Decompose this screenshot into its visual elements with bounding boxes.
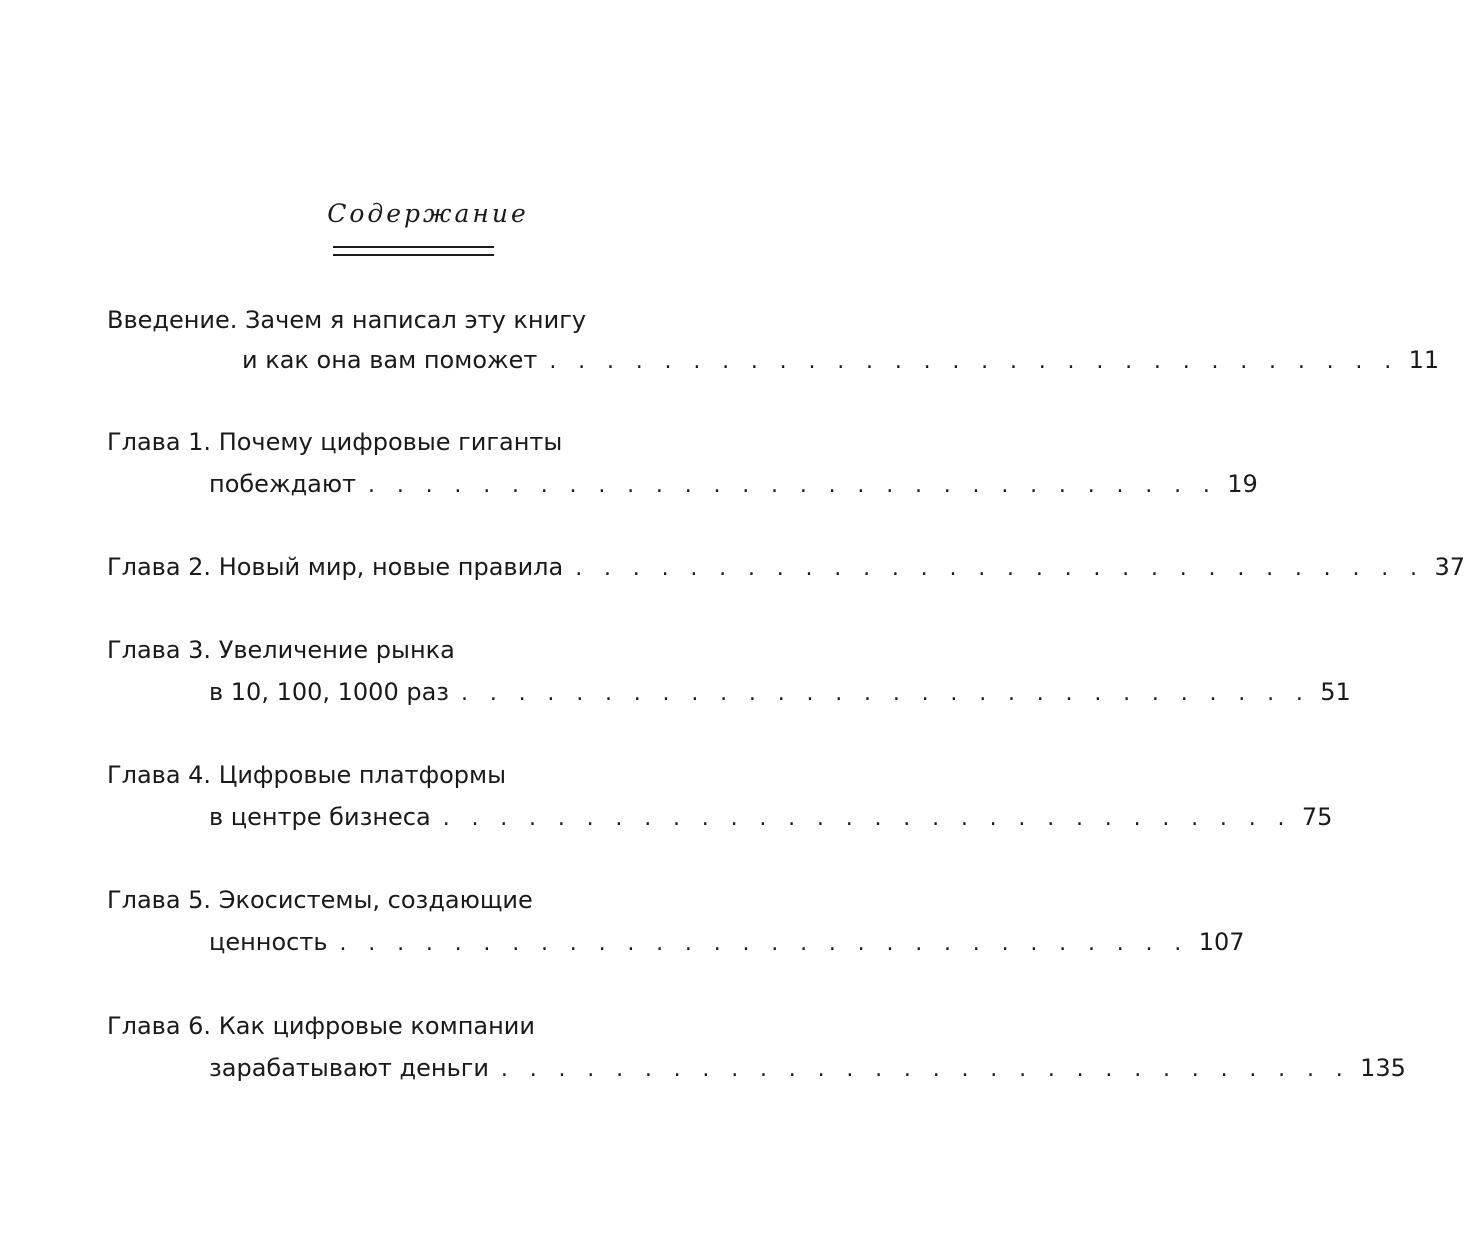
toc-entry-chapter-5-page: 107: [1198, 928, 1245, 956]
toc-entry-chapter-6-page: 135: [1360, 1054, 1406, 1082]
toc-entry-chapter-5[interactable]: [209, 926, 1245, 958]
toc-entry-chapter-6-line1: Глава 6. Как цифровые компании: [107, 1012, 535, 1040]
toc-entry-chapter-2-page: 37: [1434, 553, 1465, 581]
dot-leader: . . . . . . . . . . . . . . . . . . . . . . . . . . . . . .: [500, 1057, 1351, 1082]
toc-entry-intro-line2: и как она вам поможет: [242, 346, 538, 374]
dot-leader: . . . . . . . . . . . . . . . . . . . . . . . . . . . . . .: [575, 556, 1425, 581]
toc-entry-chapter-5-line1: Глава 5. Экосистемы, создающие: [107, 886, 533, 914]
toc-entry-chapter-1-line2: побеждают: [209, 470, 357, 498]
toc-entry-chapter-6-line2: зарабатывают деньги: [209, 1054, 489, 1082]
toc-entry-chapter-3-line1: Глава 3. Увеличение рынка: [107, 636, 455, 664]
toc-entry-chapter-4[interactable]: [209, 801, 1333, 833]
title-underline-top: [333, 246, 494, 248]
toc-entry-chapter-1-page: 19: [1227, 470, 1258, 498]
dot-leader: . . . . . . . . . . . . . . . . . . . . . . . . . . . . . .: [461, 681, 1311, 706]
toc-entry-chapter-4-page: 75: [1301, 803, 1333, 831]
dot-leader: . . . . . . . . . . . . . . . . . . . . . . . . . . . . . .: [442, 806, 1292, 831]
toc-entry-chapter-6[interactable]: [209, 1052, 1406, 1084]
dot-leader: . . . . . . . . . . . . . . . . . . . . . . . . . . . . . .: [339, 931, 1189, 956]
toc-entry-chapter-5-line2: ценность: [209, 928, 328, 956]
toc-entry-chapter-2[interactable]: [107, 551, 1465, 583]
toc-entry-chapter-3-line2: в 10, 100, 1000 раз: [209, 678, 450, 706]
toc-entry-intro-line1: Введение. Зачем я написал эту книгу: [107, 306, 587, 334]
toc-entry-chapter-4-line2: в центре бизнеса: [209, 803, 431, 831]
toc-entry-chapter-3-page: 51: [1320, 678, 1351, 706]
toc-entry-chapter-4-line1: Глава 4. Цифровые платформы: [107, 761, 507, 789]
toc-entry-intro[interactable]: [242, 344, 1440, 376]
toc-entry-chapter-3[interactable]: [209, 676, 1351, 708]
dot-leader: . . . . . . . . . . . . . . . . . . . . . . . . . . . . . .: [549, 349, 1399, 374]
page-title: Содержание: [327, 199, 529, 228]
title-underline-bottom: [333, 254, 494, 256]
toc-entry-chapter-2-line2: Глава 2. Новый мир, новые правила: [107, 553, 564, 581]
dot-leader: . . . . . . . . . . . . . . . . . . . . . . . . . . . . . .: [368, 473, 1218, 498]
toc-entry-chapter-1-line1: Глава 1. Почему цифровые гиганты: [107, 428, 563, 456]
toc-entry-intro-page: 11: [1408, 346, 1440, 374]
toc-entry-chapter-1[interactable]: [209, 468, 1258, 500]
